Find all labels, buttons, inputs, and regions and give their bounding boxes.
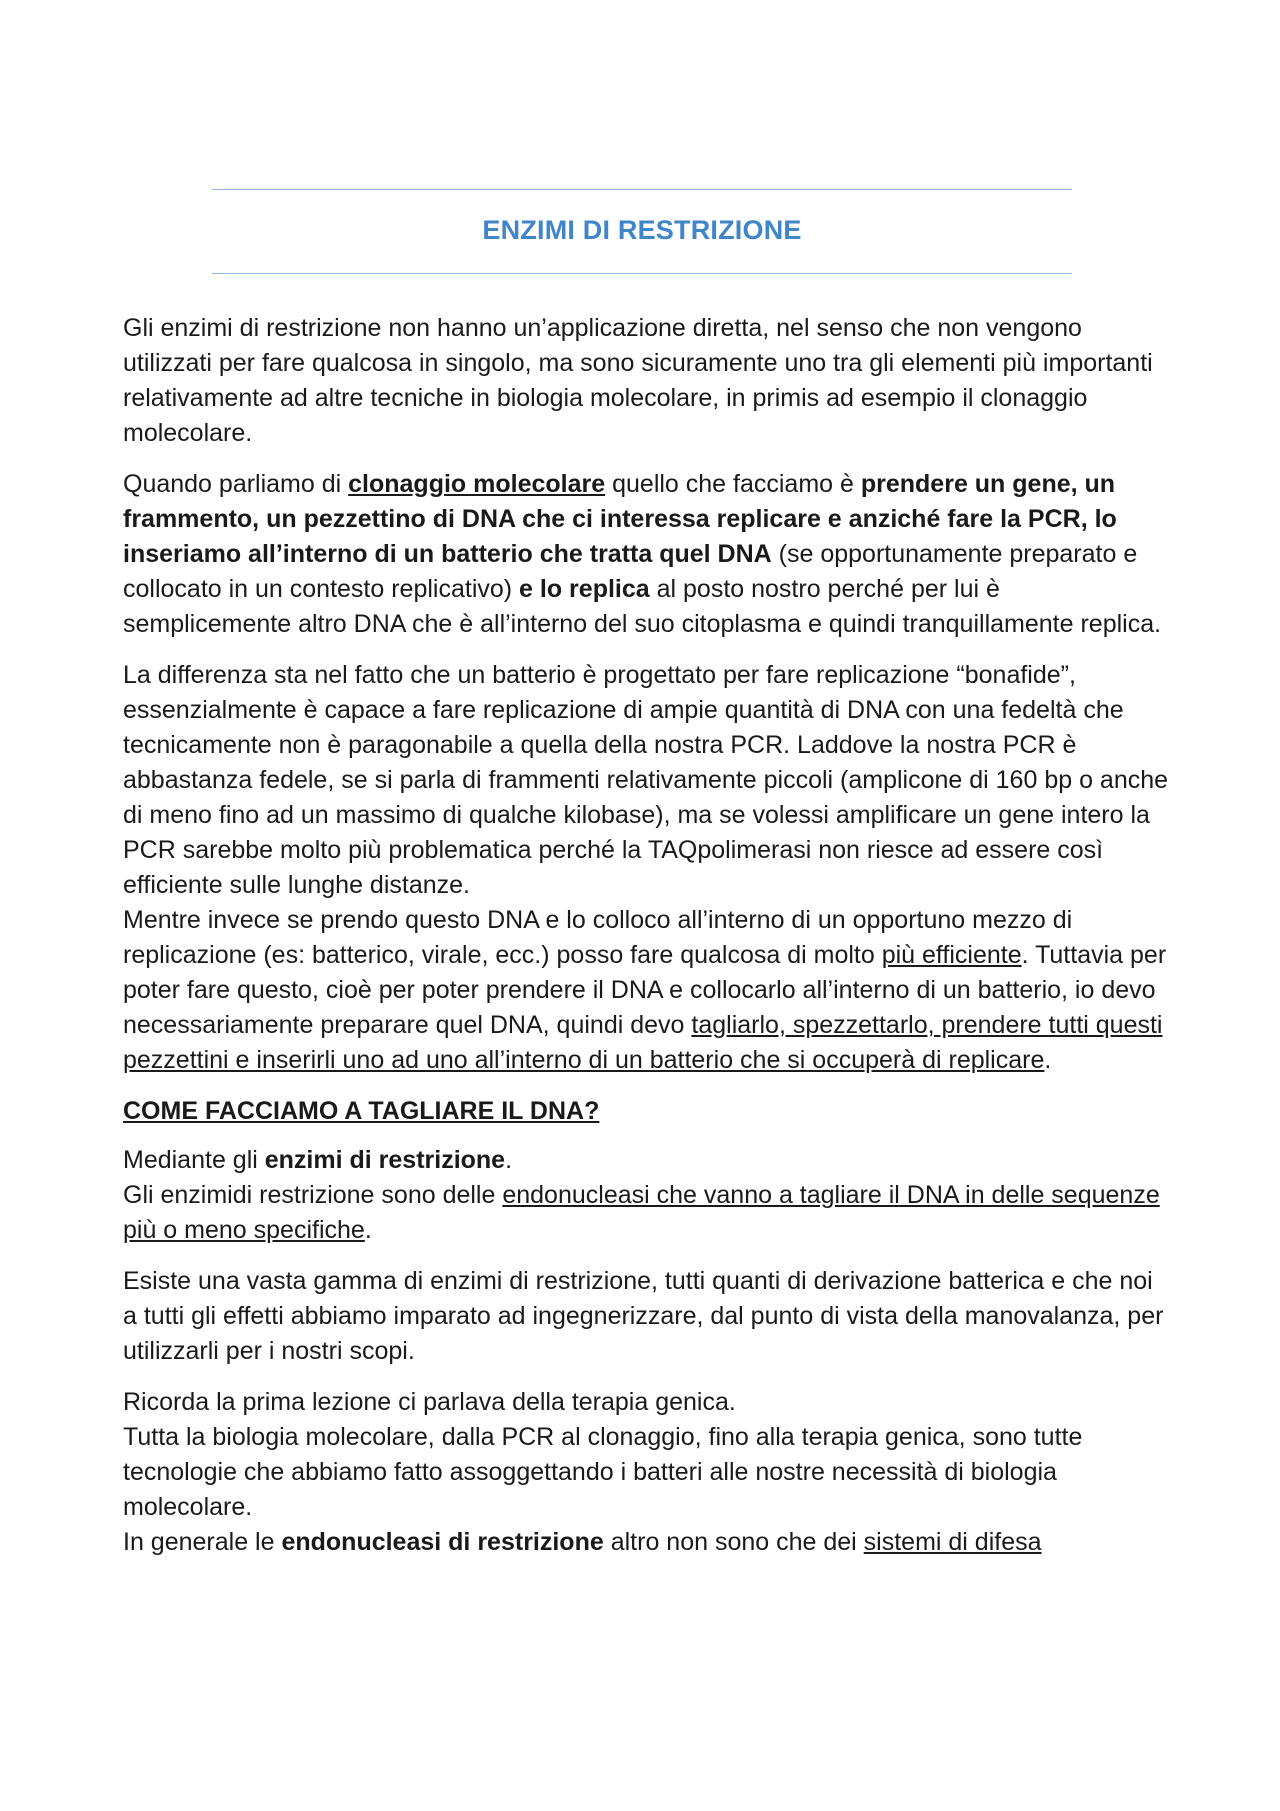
page-title: ENZIMI DI RESTRIZIONE xyxy=(482,215,802,245)
title-bottom-rule xyxy=(212,273,1072,274)
paragraph-tecnologie: Tutta la biologia molecolare, dalla PCR al clonaggio, fino alla terapia genica, sono tutte tecnologie che abbiamo fatto assoggettando i batteri alle nostre necessità di biologia molecolare. xyxy=(123,1423,1083,1521)
paragraph-intro: Gli enzimi di restrizione non hanno un’applicazione diretta, nel senso che non vengono utilizzati per fare qualcosa in singolo, ma sono sicuramente uno tra gli elementi più importanti relativamente ad altre tecniche in biologia molecolare, in primis ad esempio il clonaggio molecolare. xyxy=(123,314,1153,447)
emphasis-span: e lo replica xyxy=(519,575,650,603)
title-block xyxy=(212,189,1072,274)
paragraph-mentre xyxy=(123,903,1169,1078)
paragraph-mediante xyxy=(123,1143,1169,1178)
underlined-span: tagliarlo, spezzettarlo, prendere tutti questi pezzettini e inserirli uno ad uno all’interno di un batterio che si occuperà di replicare xyxy=(123,1011,1163,1074)
text-span: altro non sono che dei xyxy=(603,1528,864,1556)
document-body xyxy=(123,311,1169,1560)
text-span: Mediante gli xyxy=(123,1146,265,1174)
paragraph-clonaggio xyxy=(123,467,1169,642)
text-span: In generale le xyxy=(123,1528,282,1556)
emphasis-span: clonaggio molecolare xyxy=(348,470,606,498)
emphasis-span: enzimi di restrizione xyxy=(264,1146,506,1174)
section-heading: COME FACCIAMO A TAGLIARE IL DNA? xyxy=(123,1097,600,1125)
text-span: Gli enzimidi restrizione sono delle xyxy=(123,1181,503,1209)
paragraph-definizione xyxy=(123,1178,1169,1248)
paragraph-differenza: La differenza sta nel fatto che un batterio è progettato per fare replicazione “bonafide”, essenzialmente è capace a fare replicazione di ampie quantità di DNA con una fedeltà che tecnicamente non è paragonabile a quella della nostra PCR. Laddove la nostra PCR è abbastanza fedele, se si parla di frammenti relativamente piccoli (amplicone di 160 bp o anche di meno fino ad un massimo di qualche kilobase), ma se volessi amplificare un gene intero la PCR sarebbe molto più problematica perché la TAQpolimerasi non riesce ad essere così efficiente sulle lunghe distanze. xyxy=(123,661,1169,899)
paragraph-gamma: Esiste una vasta gamma di enzimi di restrizione, tutti quanti di derivazione batterica e che noi a tutti gli effetti abbiamo imparato ad ingegnerizzare, dal punto di vista della manovalanza, per utilizzarli per i nostri scopi. xyxy=(123,1267,1164,1365)
text-span: . xyxy=(1044,1046,1052,1074)
paragraph-ricorda: Ricorda la prima lezione ci parlava della terapia genica. xyxy=(123,1388,736,1416)
text-span: Quando parliamo di xyxy=(123,470,349,498)
text-span: (se opportunamente preparato e collocato in un contesto replicativo) xyxy=(123,540,1138,603)
text-span: al posto nostro perché per lui è semplicemente altro DNA che è all’interno del suo citoplasma e quindi tranquillamente replica. xyxy=(123,575,1162,638)
text-span: . xyxy=(364,1216,372,1244)
underlined-span: sistemi di difesa xyxy=(863,1528,1042,1556)
text-span: Mentre invece se prendo questo DNA e lo colloco all’interno di un opportuno mezzo di replicazione (es: batterico, virale, ecc.) posso fare qualcosa di molto xyxy=(123,906,1073,969)
emphasis-span: prendere un gene, un frammento, un pezzettino di DNA che ci interessa replicare e anziché fare la PCR, lo inseriamo all’interno di un batterio che tratta quel DNA xyxy=(123,470,1117,568)
title-top-rule xyxy=(212,189,1072,190)
text-span: . xyxy=(505,1146,513,1174)
paragraph-difesa xyxy=(123,1525,1169,1560)
underlined-span: più efficiente xyxy=(881,941,1022,969)
emphasis-span: endonucleasi di restrizione xyxy=(281,1528,604,1556)
text-span: . Tuttavia per poter fare questo, cioè per poter prendere il DNA e collocarlo all’interno di un batterio, io devo necessariamente preparare quel DNA, quindi devo xyxy=(123,941,1167,1039)
underlined-span: endonucleasi che vanno a tagliare il DNA in delle sequenze più o meno specifiche xyxy=(123,1181,1160,1244)
text-span: quello che facciamo è xyxy=(605,470,861,498)
